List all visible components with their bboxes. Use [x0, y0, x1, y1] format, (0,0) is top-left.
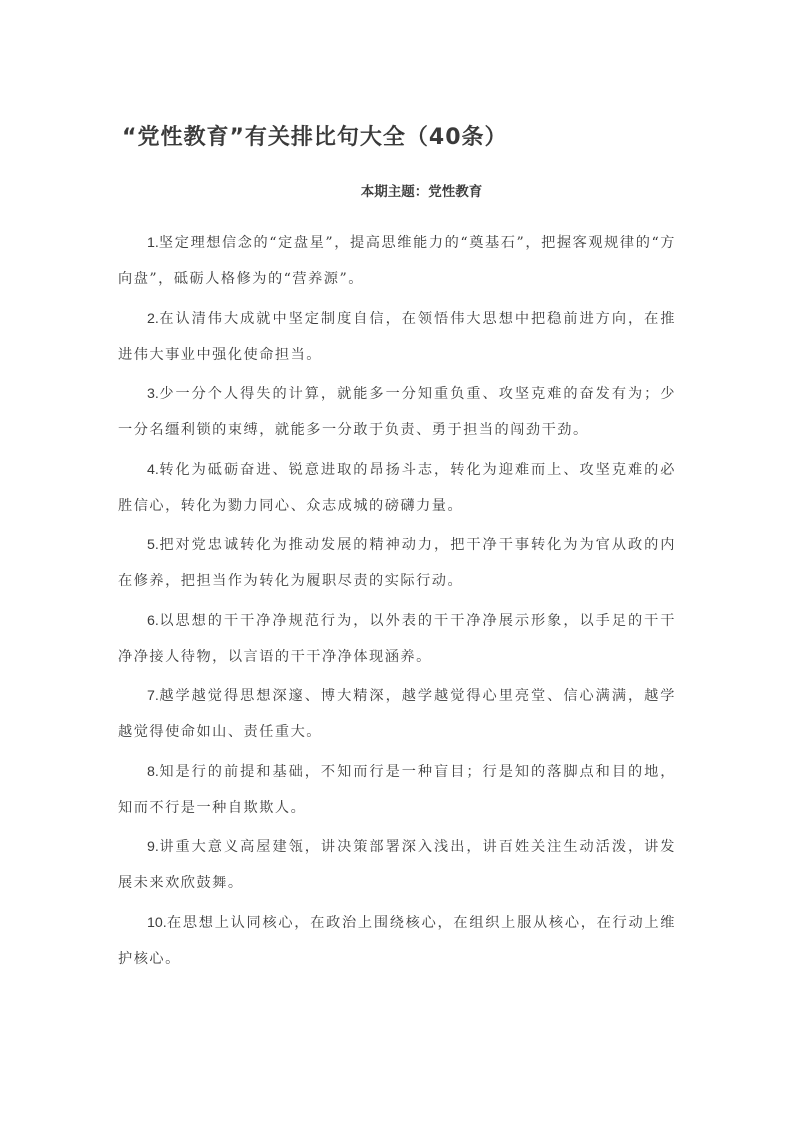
item-text: 在认清伟大成就中坚定制度自信，在领悟伟大思想中把稳前进方向，在推进伟大事业中强化使命担当。 [118, 310, 676, 363]
list-item [118, 829, 676, 901]
item-number: 10. [147, 914, 167, 931]
document-subtitle: 本期主题：党性教育 [360, 184, 483, 200]
document-title: “党性教育”有关排比句大全（40条） [122, 125, 508, 150]
item-text: 知是行的前提和基础，不知而行是一种盲目；行是知的落脚点和目的地，知而不行是一种自欺欺人。 [118, 763, 676, 816]
list-item [118, 678, 676, 750]
item-text: 把对党忠诚转化为推动发展的精神动力，把干净干事转化为为官从政的内在修养，把担当作为转化为履职尽责的实际行动。 [118, 537, 676, 589]
item-text: 转化为砥砺奋进、锐意进取的昂扬斗志，转化为迎难而上、攻坚克难的必胜信心，转化为勠力同心、众志成城的磅礴力量。 [118, 461, 676, 514]
item-number: 8. [147, 763, 159, 780]
item-number: 5. [147, 537, 159, 553]
list-item [118, 452, 676, 524]
list-item [118, 905, 676, 977]
item-number: 2. [147, 310, 159, 327]
item-number: 9. [147, 839, 159, 855]
list-item [118, 527, 676, 599]
list-item [118, 754, 676, 826]
item-number: 3. [147, 386, 159, 402]
item-text: 在思想上认同核心，在政治上围绕核心，在组织上服从核心，在行动上维护核心。 [118, 914, 676, 967]
item-text: 坚定理想信念的“定盘星”，提高思维能力的“奠基石”，把握客观规律的“方向盘”，砥砺人格修为的“营养源”。 [118, 235, 676, 287]
document-body [118, 225, 676, 979]
list-item [118, 376, 676, 448]
item-text: 讲重大意义高屋建瓴，讲决策部署深入浅出，讲百姓关注生动活泼，讲发展未来欢欣鼓舞。 [118, 839, 676, 891]
item-number: 1. [147, 235, 159, 251]
item-number: 7. [147, 688, 159, 704]
item-number: 4. [147, 461, 159, 478]
list-item [118, 225, 676, 297]
list-item [118, 301, 676, 373]
item-text: 越学越觉得思想深邃、博大精深，越学越觉得心里亮堂、信心满满，越学越觉得使命如山、责任重大。 [118, 688, 676, 740]
item-number: 6. [147, 612, 159, 629]
list-item [118, 603, 676, 675]
item-text: 少一分个人得失的计算，就能多一分知重负重、攻坚克难的奋发有为；少一分名缰利锁的束缚，就能多一分敢于负责、勇于担当的闯劲干劲。 [118, 386, 676, 438]
item-text: 以思想的干干净净规范行为，以外表的干干净净展示形象，以手足的干干净净接人待物，以言语的干干净净体现涵养。 [118, 612, 676, 665]
